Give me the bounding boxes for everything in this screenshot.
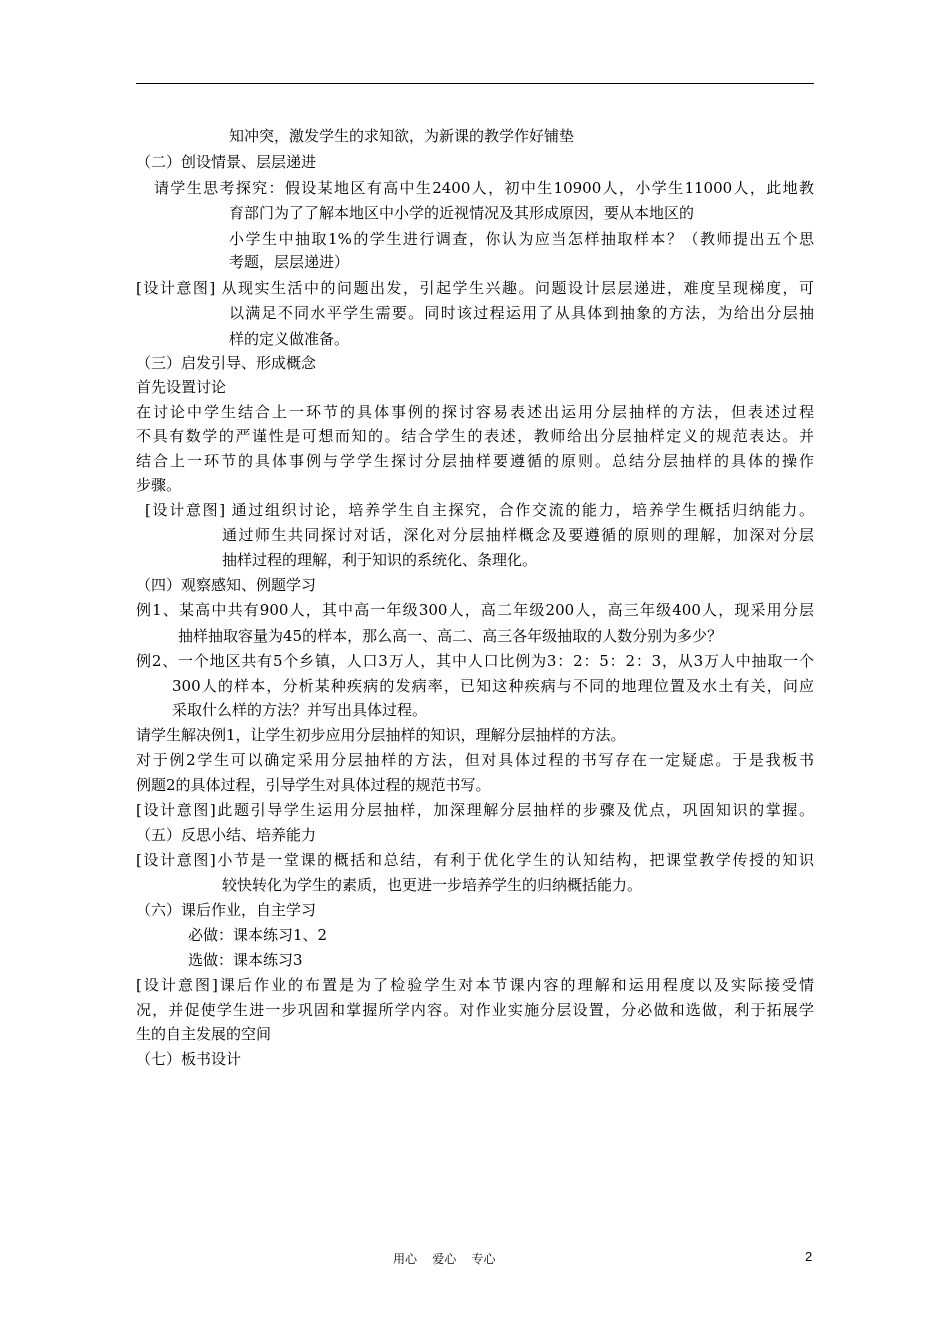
- text-line: 步骤。: [136, 476, 182, 494]
- example-line: 300人的样本，分析某种疾病的发病率，已知这种疾病与不同的地理位置及水土有关，问应: [172, 677, 814, 695]
- homework-optional: 选做：课本练习3: [188, 951, 303, 969]
- section-heading: （三）启发引导、形成概念: [136, 354, 317, 372]
- text-line: 首先设置讨论: [136, 378, 227, 396]
- design-intent-line: [设计意图]此题引导学生运用分层抽样，加深理解分层抽样的步骤及优点，巩固知识的掌握。: [136, 801, 814, 819]
- example-line: 采取什么样的方法？并写出具体过程。: [172, 701, 428, 719]
- text-line: 较快转化为学生的素质，也更进一步培养学生的归纳概括能力。: [222, 876, 643, 894]
- text-line: 小学生中抽取1%的学生进行调查，你认为应当怎样抽取样本？（教师提出五个思: [229, 230, 814, 248]
- section-heading: （七）板书设计: [136, 1050, 242, 1068]
- text-line: 结合上一环节的具体事例与学学生探讨分层抽样要遵循的原则。总结分层抽样的具体的操作: [136, 452, 814, 470]
- example-line: 抽样抽取容量为45的样本，那么高一、高二、高三各年级抽取的人数分别为多少？: [178, 627, 723, 645]
- text-line: 育部门为了了解本地区中小学的近视情况及其形成原因，要从本地区的: [229, 204, 695, 222]
- design-intent-line: [设计意图]课后作业的布置是为了检验学生对本节课内容的理解和运用程度以及实际接受情: [136, 976, 814, 994]
- section-heading: （四）观察感知、例题学习: [136, 576, 317, 594]
- design-intent-line: [设计意图] 从现实生活中的问题出发，引起学生兴趣。问题设计层层递进，难度呈现梯度，可: [136, 279, 814, 297]
- example-line: 例1、某高中共有900人，其中高一年级300人，高二年级200人，高三年级400人，现采用分层: [136, 601, 814, 619]
- text-line: 以满足不同水平学生需要。同时该过程运用了从具体到抽象的方法，为给出分层抽: [229, 304, 814, 322]
- text-line: 抽样过程的理解，利于知识的系统化、条理化。: [222, 551, 538, 569]
- section-heading: （五）反思小结、培养能力: [136, 826, 317, 844]
- page-number: 2: [805, 1249, 813, 1264]
- design-intent-line: [设计意图]小节是一堂课的概括和总结，有利于优化学生的认知结构，把课堂教学传授的知识: [136, 851, 814, 869]
- section-heading: （六）课后作业，自主学习: [136, 901, 317, 919]
- homework-required: 必做：课本练习1、2: [188, 926, 328, 944]
- text-line: 知冲突，激发学生的求知欲，为新课的教学作好铺垫: [229, 127, 575, 145]
- header-rule: [136, 83, 814, 84]
- text-line: 不具有数学的严谨性是可想而知的。结合学生的表述，教师给出分层抽样定义的规范表达。并: [136, 427, 814, 445]
- text-line: 考题，层层递进）: [229, 253, 350, 271]
- text-line: 样的定义做准备。: [229, 330, 350, 348]
- text-line: 请学生思考探究：假设某地区有高中生2400人，初中生10900人，小学生11000人，此地教: [154, 179, 814, 197]
- text-line: 例题2的具体过程，引导学生对具体过程的规范书写。: [136, 776, 491, 794]
- text-line: 况，并促使学生进一步巩固和掌握所学内容。对作业实施分层设置，分必做和选做，利于拓展学: [136, 1001, 814, 1019]
- text-line: 通过师生共同探讨对话，深化对分层抽样概念及要遵循的原则的理解，加深对分层: [222, 526, 814, 544]
- example-line: 例2、一个地区共有5个乡镇，人口3万人，其中人口比例为3：2：5：2：3，从3万人中抽取一个: [136, 652, 814, 670]
- text-line: 生的自主发展的空间: [136, 1025, 272, 1043]
- section-heading: （二）创设情景、层层递进: [136, 153, 317, 171]
- text-line: 对于例2学生可以确定采用分层抽样的方法，但对具体过程的书写存在一定疑虑。于是我板书: [136, 751, 814, 769]
- design-intent-line: [设计意图] 通过组织讨论，培养学生自主探究，合作交流的能力，培养学生概括归纳能力。: [145, 501, 814, 519]
- text-line: 请学生解决例1，让学生初步应用分层抽样的知识，理解分层抽样的方法。: [136, 726, 626, 744]
- text-line: 在讨论中学生结合上一环节的具体事例的探讨容易表述出运用分层抽样的方法，但表述过程: [136, 403, 814, 421]
- page-footer: 用心 爱心 专心: [393, 1252, 496, 1266]
